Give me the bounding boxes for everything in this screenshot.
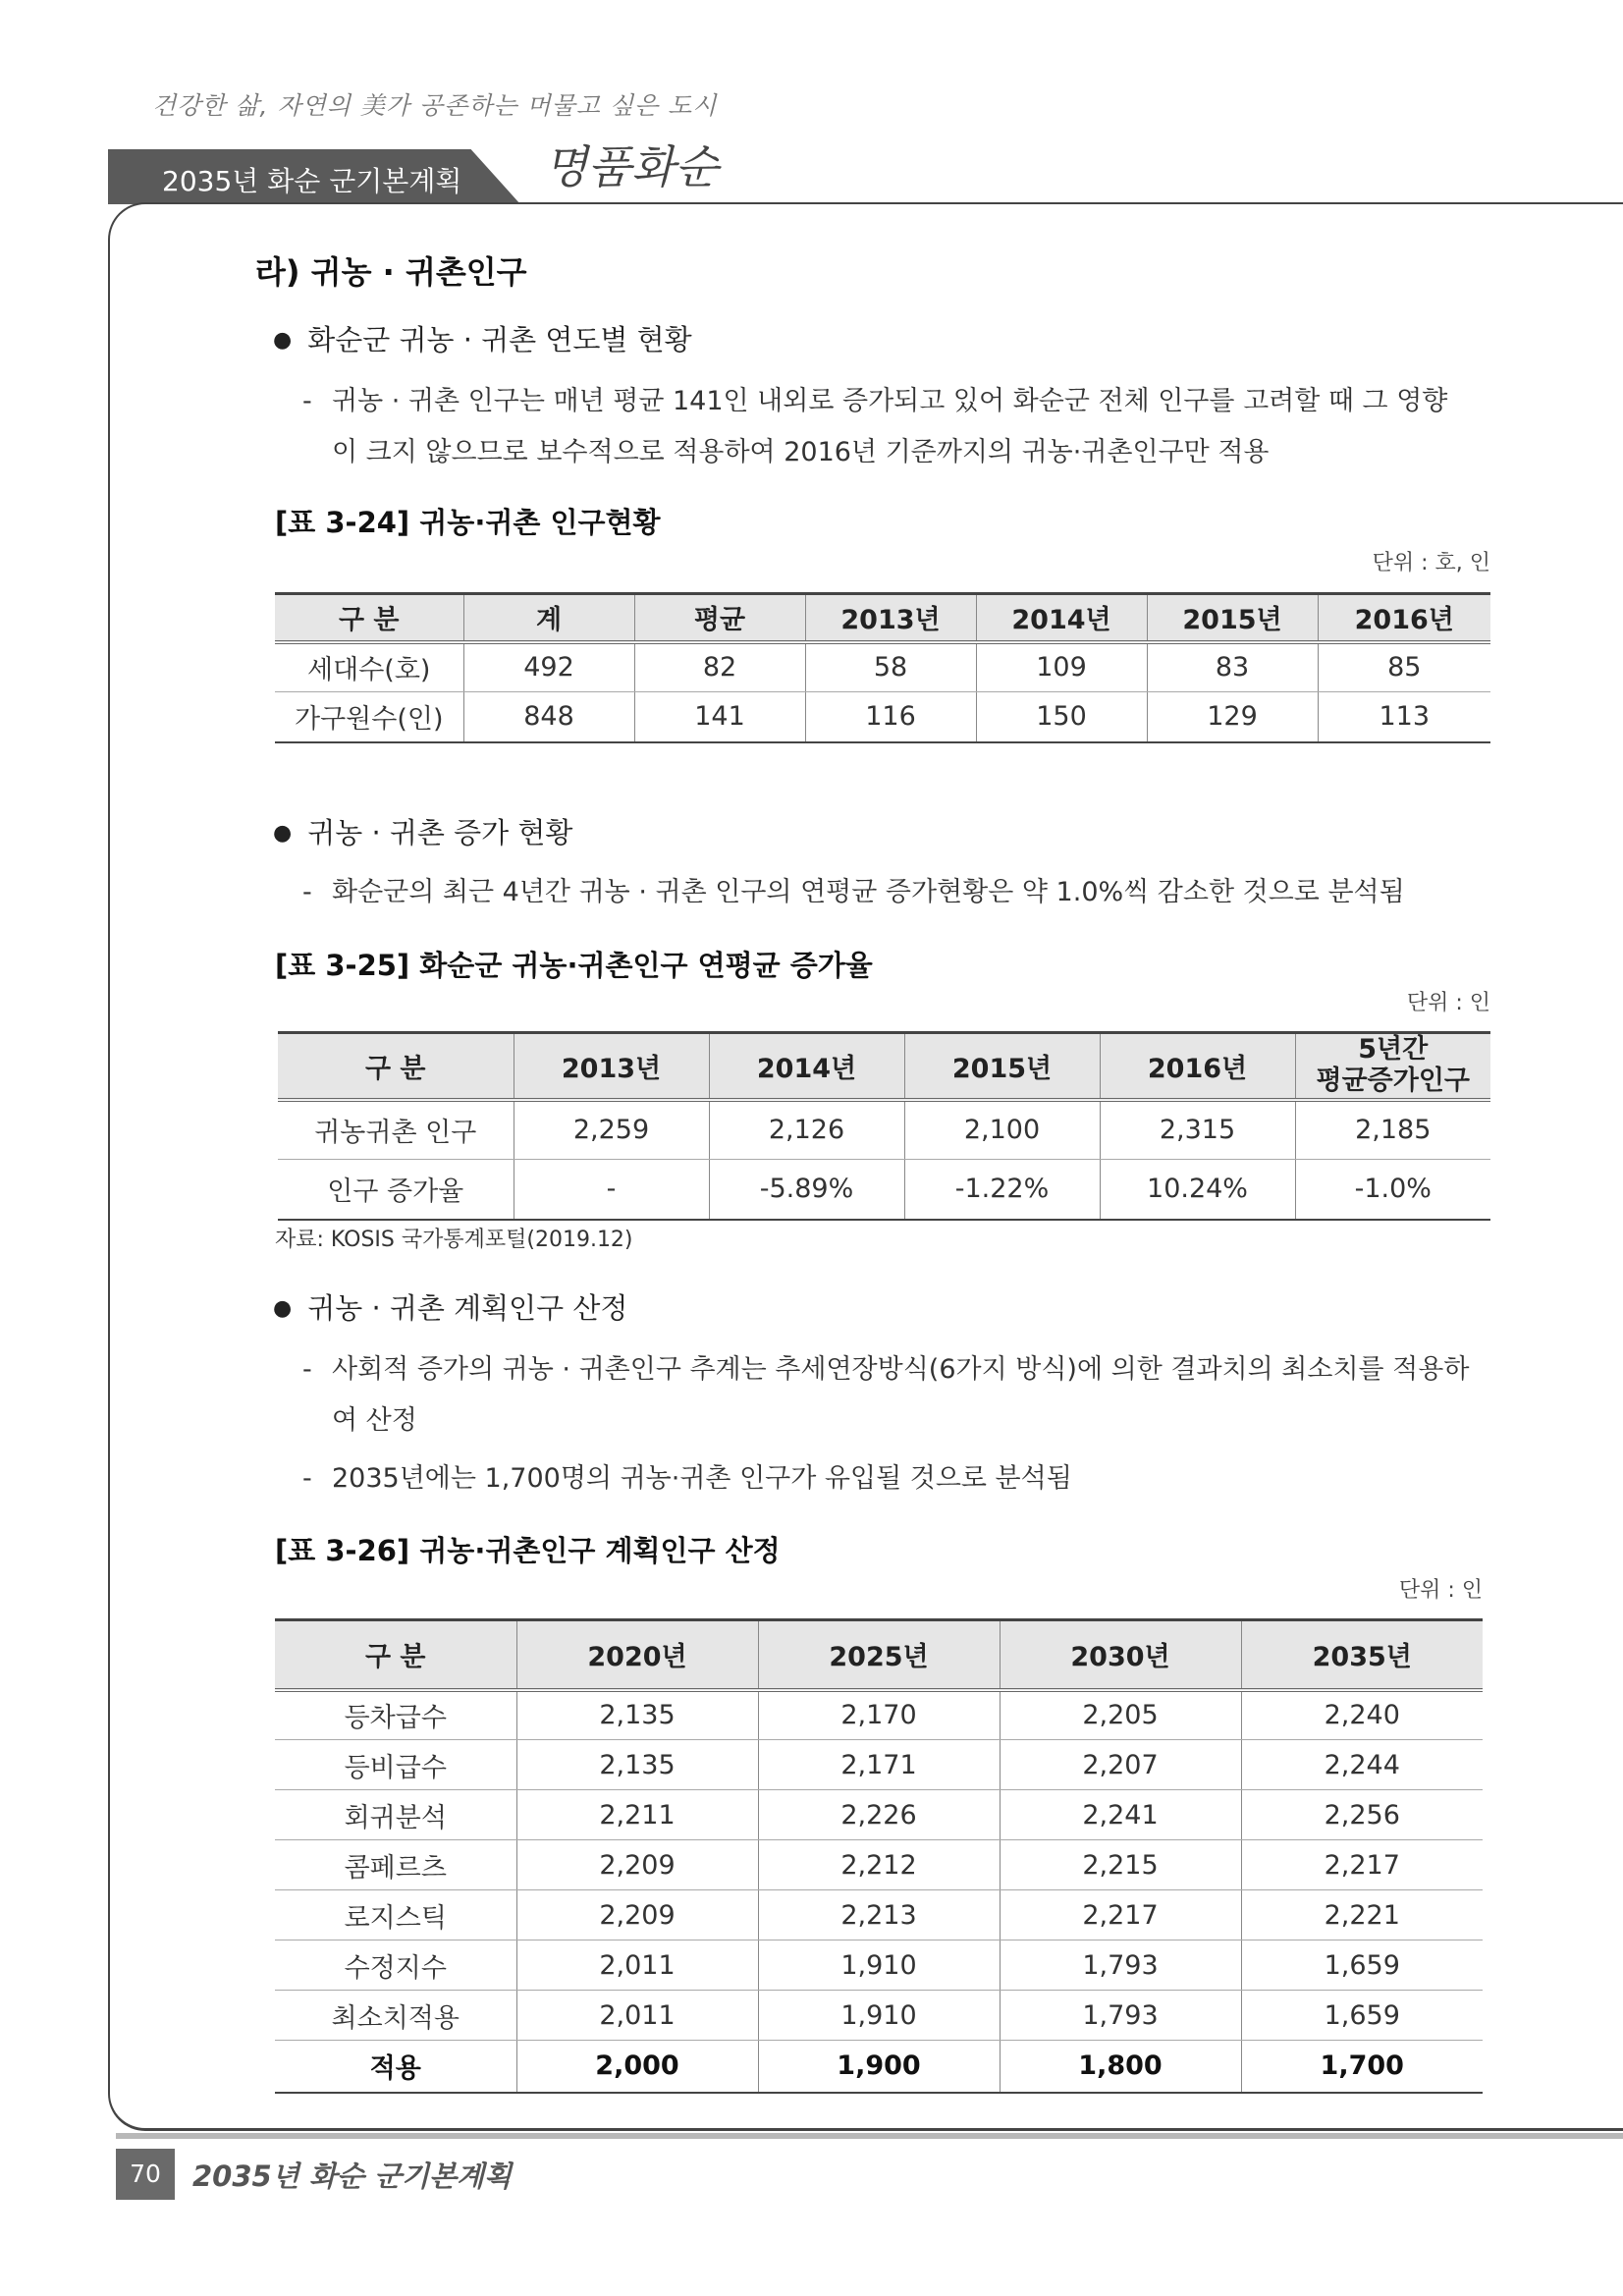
table-cell: 1,659 xyxy=(1241,1941,1483,1991)
table-row xyxy=(275,692,1490,742)
table-cell: - xyxy=(514,1160,709,1220)
table-cell: 2,217 xyxy=(1241,1840,1483,1890)
table-cell: 인구 증가율 xyxy=(278,1160,514,1220)
table-cell: 2,100 xyxy=(904,1100,1100,1160)
table-cell: 2,170 xyxy=(758,1690,1000,1740)
bullet-increase-status xyxy=(273,811,572,851)
table-cell: 85 xyxy=(1318,642,1490,692)
table-row xyxy=(275,1890,1483,1941)
table2 xyxy=(278,1031,1490,1221)
table-row-applied xyxy=(275,2041,1483,2093)
table-cell: 2,207 xyxy=(1000,1740,1241,1790)
table-cell: 1,700 xyxy=(1241,2041,1483,2093)
table-row xyxy=(275,1991,1483,2041)
table-header-cell: 2014년 xyxy=(976,594,1147,642)
table-cell: -1.22% xyxy=(904,1160,1100,1220)
table1 xyxy=(275,592,1490,743)
header-line: 5년간 xyxy=(1358,1034,1429,1066)
table-cell: 2,256 xyxy=(1241,1790,1483,1840)
bullet-dot: ● xyxy=(273,1296,293,1321)
table-header-cell: 2016년 xyxy=(1318,594,1490,642)
table-cell: 2,241 xyxy=(1000,1790,1241,1840)
table-cell: 10.24% xyxy=(1100,1160,1295,1220)
table2-unit: 단위 : 인 xyxy=(1406,991,1490,1015)
table-cell: 1,800 xyxy=(1000,2041,1241,2093)
table-cell: 2,135 xyxy=(516,1740,758,1790)
table-row xyxy=(278,1100,1490,1160)
table-cell: 2,226 xyxy=(758,1790,1000,1840)
table-cell: 1,910 xyxy=(758,1941,1000,1991)
bullet-plan-population-text: 귀농 · 귀촌 계획인구 산정 xyxy=(307,1291,628,1325)
table-cell: 2,315 xyxy=(1100,1100,1295,1160)
table-cell: 2,217 xyxy=(1000,1890,1241,1941)
table-cell: 로지스틱 xyxy=(275,1890,516,1941)
table-cell: 2,000 xyxy=(516,2041,758,2093)
table-header-cell: 2015년 xyxy=(1147,594,1318,642)
table1-header-row xyxy=(275,594,1490,642)
table-row xyxy=(275,1840,1483,1890)
table-cell: 848 xyxy=(463,692,634,742)
footer-title: 2035년 화순 군기본계획 xyxy=(192,2159,513,2193)
table-header-cell: 2016년 xyxy=(1100,1033,1295,1100)
table-cell: 2,240 xyxy=(1241,1690,1483,1740)
table2-title: [표 3-25] 화순군 귀농·귀촌인구 연평균 증가율 xyxy=(275,949,873,982)
dash-mark: - xyxy=(302,1354,312,1385)
plan-title: 2035년 화순 군기본계획 xyxy=(162,165,462,197)
table-header-cell: 2025년 xyxy=(758,1620,1000,1690)
table-cell: 1,900 xyxy=(758,2041,1000,2093)
bullet-yearly-status xyxy=(273,318,692,358)
table-cell: 1,910 xyxy=(758,1991,1000,2041)
table-header-cell: 2013년 xyxy=(805,594,976,642)
dash-mark: - xyxy=(302,386,312,416)
table-cell: 83 xyxy=(1147,642,1318,692)
table-cell: 109 xyxy=(976,642,1147,692)
bullet-yearly-status-text: 화순군 귀농 · 귀촌 연도별 현황 xyxy=(307,323,692,356)
table-cell: 2,215 xyxy=(1000,1840,1241,1890)
bullet-dot: ● xyxy=(273,821,293,846)
table-header-cell: 2035년 xyxy=(1241,1620,1483,1690)
table-cell: 82 xyxy=(634,642,805,692)
brand-logo-text: 명품화순 xyxy=(544,140,719,193)
table-cell: 2,185 xyxy=(1295,1100,1490,1160)
dash-item-2-text: 화순군의 최근 4년간 귀농 · 귀촌 인구의 연평균 증가현황은 약 1.0%씩 감소한 것으로 분석됨 xyxy=(332,877,1405,907)
table3-header-row xyxy=(275,1620,1483,1690)
table-header-cell xyxy=(1295,1033,1490,1100)
table-cell: 2,126 xyxy=(709,1100,904,1160)
table-cell: 2,211 xyxy=(516,1790,758,1840)
table-cell: 2,135 xyxy=(516,1690,758,1740)
table-cell: 최소치적용 xyxy=(275,1991,516,2041)
table-cell: 116 xyxy=(805,692,976,742)
section-title: 라) 귀농 · 귀촌인구 xyxy=(255,253,527,291)
table1-unit: 단위 : 호, 인 xyxy=(1372,551,1490,575)
table-cell: 2,011 xyxy=(516,1991,758,2041)
table-cell: 가구원수(인) xyxy=(275,692,463,742)
table-cell: 회귀분석 xyxy=(275,1790,516,1840)
dash-mark: - xyxy=(302,877,312,907)
table2-header-row xyxy=(278,1033,1490,1100)
table-header-cell: 구 분 xyxy=(275,594,463,642)
bullet-dot: ● xyxy=(273,328,293,353)
table-header-cell: 구 분 xyxy=(275,1620,516,1690)
table-header-cell: 계 xyxy=(463,594,634,642)
table-header-cell: 평균 xyxy=(634,594,805,642)
dash-item-1 xyxy=(302,376,1471,478)
dash-mark: - xyxy=(302,1463,312,1494)
header-line: 평균증가인구 xyxy=(1316,1066,1470,1097)
table-cell: 113 xyxy=(1318,692,1490,742)
table1-title: [표 3-24] 귀농·귀촌 인구현황 xyxy=(275,506,661,539)
table-header-cell: 2015년 xyxy=(904,1033,1100,1100)
table-cell: 2,205 xyxy=(1000,1690,1241,1740)
table-cell: -5.89% xyxy=(709,1160,904,1220)
table-header-cell: 2014년 xyxy=(709,1033,904,1100)
table-header-cell: 2030년 xyxy=(1000,1620,1241,1690)
brand-logo xyxy=(538,126,764,204)
table-header-cell: 2013년 xyxy=(514,1033,709,1100)
bullet-increase-status-text: 귀농 · 귀촌 증가 현황 xyxy=(307,816,573,849)
table-cell: 1,659 xyxy=(1241,1991,1483,2041)
dash-item-4 xyxy=(302,1453,1471,1504)
table-cell: 세대수(호) xyxy=(275,642,463,692)
dash-item-4-text: 2035년에는 1,700명의 귀농·귀촌 인구가 유입될 것으로 분석됨 xyxy=(332,1463,1072,1494)
page-number: 70 xyxy=(116,2149,175,2200)
table-cell: 등차급수 xyxy=(275,1690,516,1740)
table-header-cell: 2020년 xyxy=(516,1620,758,1690)
table-cell: -1.0% xyxy=(1295,1160,1490,1220)
table-row xyxy=(278,1160,1490,1220)
table-cell: 2,221 xyxy=(1241,1890,1483,1941)
table3 xyxy=(275,1618,1483,2094)
table-cell: 2,213 xyxy=(758,1890,1000,1941)
table-cell: 귀농귀촌 인구 xyxy=(278,1100,514,1160)
table-cell: 2,011 xyxy=(516,1941,758,1991)
table-cell: 2,171 xyxy=(758,1740,1000,1790)
table-row xyxy=(275,1690,1483,1740)
table-cell: 적용 xyxy=(275,2041,516,2093)
table-cell: 58 xyxy=(805,642,976,692)
table-cell: 1,793 xyxy=(1000,1941,1241,1991)
dash-item-3-text: 사회적 증가의 귀농 · 귀촌인구 추계는 추세연장방식(6가지 방식)에 의한 결과치의 최소치를 적용하여 산정 xyxy=(332,1354,1470,1436)
table-cell: 수정지수 xyxy=(275,1941,516,1991)
table-cell: 129 xyxy=(1147,692,1318,742)
header-slogan: 건강한 삶, 자연의 美가 공존하는 머물고 싶은 도시 xyxy=(152,91,718,120)
table-row xyxy=(275,642,1490,692)
table-row xyxy=(275,1941,1483,1991)
frame-shadow xyxy=(116,2133,1623,2139)
table-cell: 2,244 xyxy=(1241,1740,1483,1790)
table-cell: 141 xyxy=(634,692,805,742)
table-cell: 등비급수 xyxy=(275,1740,516,1790)
table-cell: 2,259 xyxy=(514,1100,709,1160)
dash-item-2 xyxy=(302,867,1471,918)
table-cell: 2,212 xyxy=(758,1840,1000,1890)
table-cell: 492 xyxy=(463,642,634,692)
table-cell: 150 xyxy=(976,692,1147,742)
table2-source: 자료: KOSIS 국가통계포털(2019.12) xyxy=(275,1228,633,1252)
table-row xyxy=(275,1740,1483,1790)
table-header-cell: 구 분 xyxy=(278,1033,514,1100)
dash-item-3 xyxy=(302,1344,1471,1447)
table3-unit: 단위 : 인 xyxy=(1398,1578,1483,1603)
table3-title: [표 3-26] 귀농·귀촌인구 계획인구 산정 xyxy=(275,1534,781,1567)
table-cell: 2,209 xyxy=(516,1890,758,1941)
table-cell: 1,793 xyxy=(1000,1991,1241,2041)
table-cell: 2,209 xyxy=(516,1840,758,1890)
table-cell: 콤페르츠 xyxy=(275,1840,516,1890)
bullet-plan-population xyxy=(273,1286,627,1327)
table-row xyxy=(275,1790,1483,1840)
dash-item-1-text: 귀농 · 귀촌 인구는 매년 평균 141인 내외로 증가되고 있어 화순군 전체 인구를 고려할 때 그 영향이 크지 않으므로 보수적으로 적용하여 2016년 기준까지의 귀농·귀촌인구만 적용 xyxy=(332,386,1448,467)
